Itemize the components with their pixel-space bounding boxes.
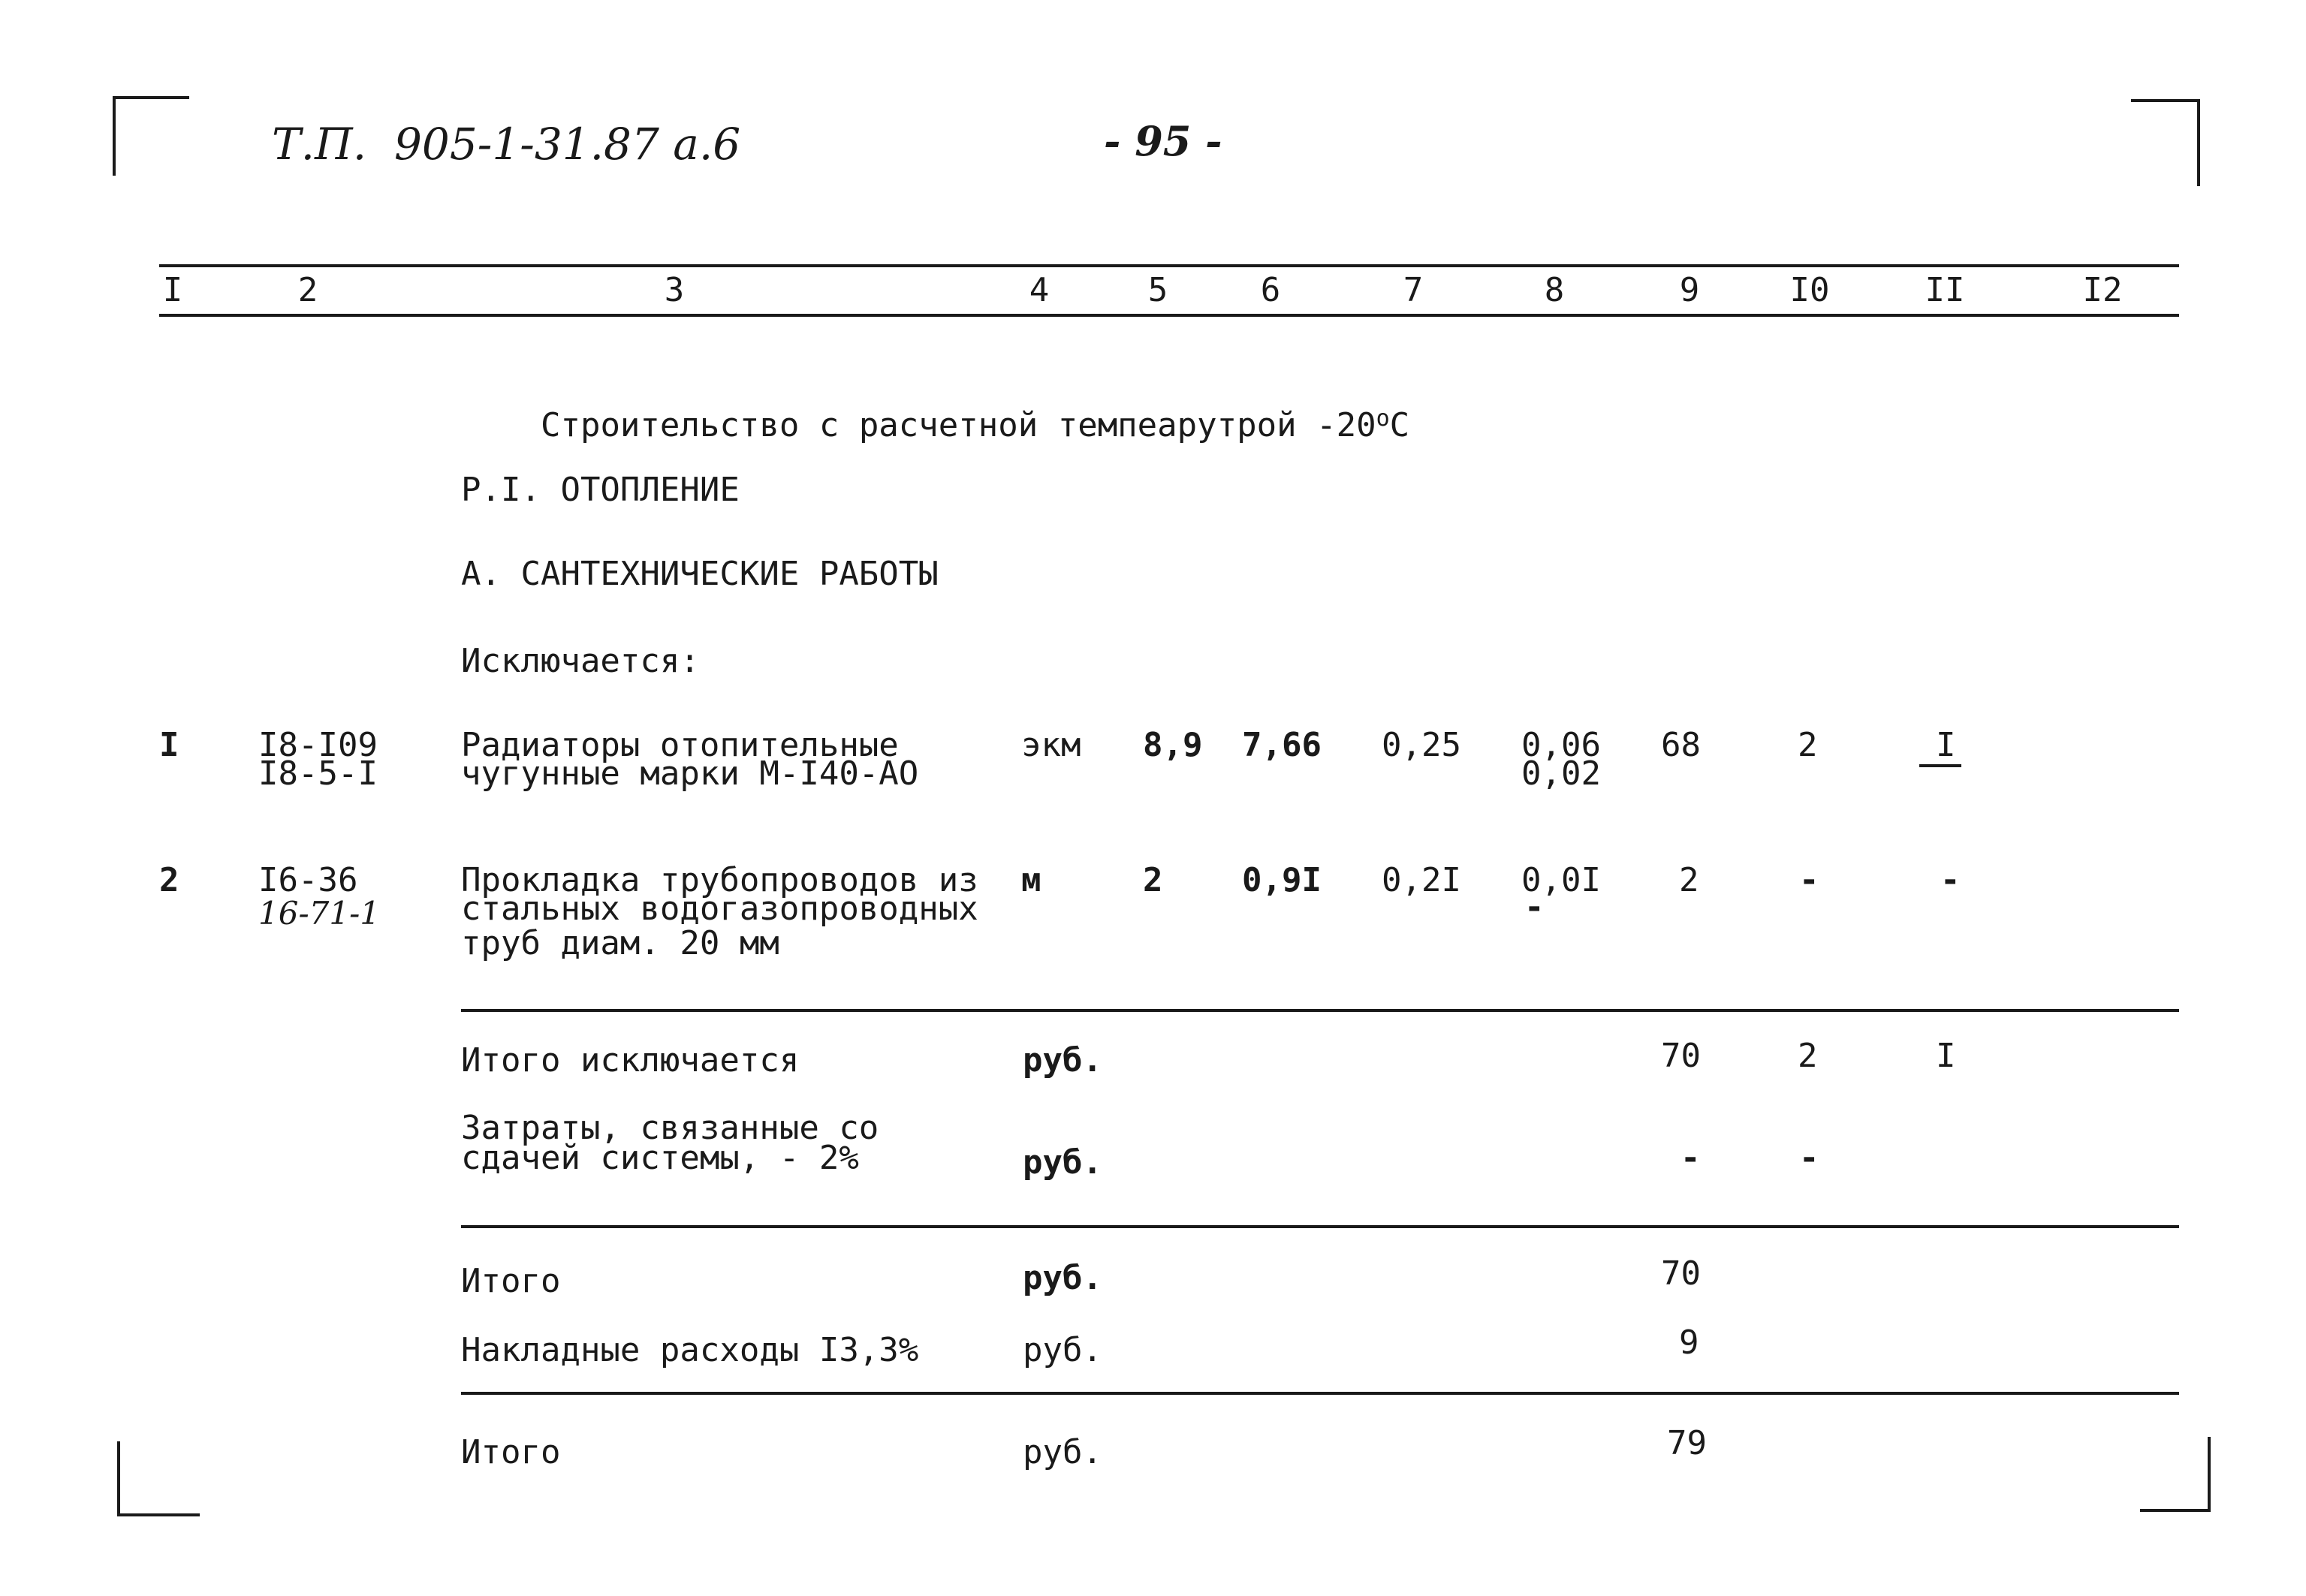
totals-col9: 9	[1679, 1323, 1699, 1362]
row-col8-line: 0,0I	[1521, 861, 1601, 899]
row-code-line: I6-36	[258, 861, 358, 899]
row-code-line: I8-5-I	[258, 754, 378, 793]
row-name-line: чугунные марки М-I40-АО	[461, 754, 919, 793]
header-rule-bottom	[159, 314, 2179, 317]
corner-mark-bottom-right-h	[2140, 1509, 2211, 1512]
column-number-9: 9	[1679, 271, 1700, 309]
totals-label-line: Затраты, связанные со	[461, 1109, 879, 1147]
column-number-12: I2	[2082, 271, 2123, 309]
row-quantity: 8,9	[1143, 726, 1203, 764]
excluded-label: Исключается:	[461, 642, 700, 680]
column-number-2: 2	[297, 271, 318, 309]
row-price: 0,9I	[1242, 861, 1322, 899]
corner-mark-top-left-h	[113, 96, 189, 99]
row-code-line: I8-I09	[258, 726, 378, 764]
subsection-heading: А. САНТЕХНИЧЕСКИЕ РАБОТЫ	[461, 555, 939, 593]
header-rule-top	[159, 264, 2179, 267]
column-number-3: 3	[664, 271, 685, 309]
row-code-handwritten: 16-71-1	[258, 895, 380, 932]
row-name-line: Радиаторы отопительные	[461, 726, 899, 764]
corner-mark-top-right-h	[2131, 99, 2200, 102]
row-col8-line: 0,02	[1521, 754, 1601, 793]
totals-unit: руб.	[1023, 1041, 1102, 1080]
row-col9: 68	[1661, 726, 1701, 764]
totals-unit: руб.	[1023, 1331, 1102, 1369]
corner-mark-top-left-v	[113, 96, 116, 176]
totals-col10: 2	[1798, 1037, 1818, 1075]
document-title: Строительство с расчетной темпеарутрой -20$^o$C	[540, 405, 1410, 444]
section-divider	[461, 1009, 2179, 1012]
row-price: 7,66	[1242, 726, 1322, 764]
row-number: 2	[159, 861, 179, 899]
totals-col10: -	[1799, 1139, 1819, 1177]
column-number-11: II	[1925, 271, 1965, 309]
row-name-line: труб диам. 20 мм	[461, 924, 779, 962]
row-number: I	[159, 726, 179, 764]
column-number-4: 4	[1029, 271, 1050, 309]
row-col7: 0,25	[1382, 726, 1461, 764]
column-number-10: I0	[1789, 271, 1830, 309]
totals-label-line: Итого	[461, 1433, 561, 1471]
document-code: Т.П. 905-1-31.87 а.6	[272, 119, 741, 170]
column-number-7: 7	[1403, 271, 1424, 309]
row-col10: -	[1799, 861, 1819, 899]
row-unit: м	[1021, 861, 1041, 899]
section-divider	[461, 1392, 2179, 1395]
corner-mark-bottom-left-h	[117, 1513, 200, 1516]
row-name-line: Прокладка трубопроводов из	[461, 861, 978, 899]
column-number-6: 6	[1260, 271, 1281, 309]
row-col7: 0,2I	[1382, 861, 1461, 899]
column-number-5: 5	[1147, 271, 1168, 309]
column-number-1: I	[162, 271, 183, 309]
row-unit: экм	[1021, 726, 1081, 764]
totals-col9: 79	[1667, 1424, 1707, 1462]
totals-unit: руб.	[1023, 1433, 1102, 1471]
row-quantity: 2	[1143, 861, 1163, 899]
totals-label-line: сдачей системы, - 2%	[461, 1139, 859, 1177]
totals-label-line: Итого исключается	[461, 1041, 800, 1080]
row-col11: I	[1936, 726, 1956, 764]
row-name-line: стальных водогазопроводных	[461, 890, 978, 928]
row-col11: -	[1940, 861, 1961, 899]
row-col8-line: -	[1524, 888, 1545, 926]
totals-label-line: Итого	[461, 1262, 561, 1300]
row-col9: 2	[1679, 861, 1699, 899]
totals-col9: 70	[1661, 1254, 1701, 1293]
totals-col11: I	[1936, 1037, 1956, 1075]
corner-mark-top-right-v	[2197, 99, 2200, 186]
totals-col9: 70	[1661, 1037, 1701, 1075]
page-number: - 95 -	[1104, 117, 1222, 165]
corner-mark-bottom-right-v	[2208, 1437, 2211, 1512]
totals-label-line: Накладные расходы I3,3%	[461, 1331, 919, 1369]
row-col11-underline	[1919, 764, 1961, 767]
totals-col9: -	[1681, 1139, 1701, 1177]
degree-mark: o	[1376, 405, 1390, 432]
row-col10: 2	[1798, 726, 1818, 764]
column-number-8: 8	[1544, 271, 1565, 309]
totals-unit: руб.	[1023, 1143, 1102, 1182]
corner-mark-bottom-left-v	[117, 1441, 120, 1516]
row-col8-line: 0,06	[1521, 726, 1601, 764]
totals-unit: руб.	[1023, 1259, 1102, 1297]
section-heading: Р.I. ОТОПЛЕНИЕ	[461, 471, 740, 509]
section-divider	[461, 1225, 2179, 1228]
